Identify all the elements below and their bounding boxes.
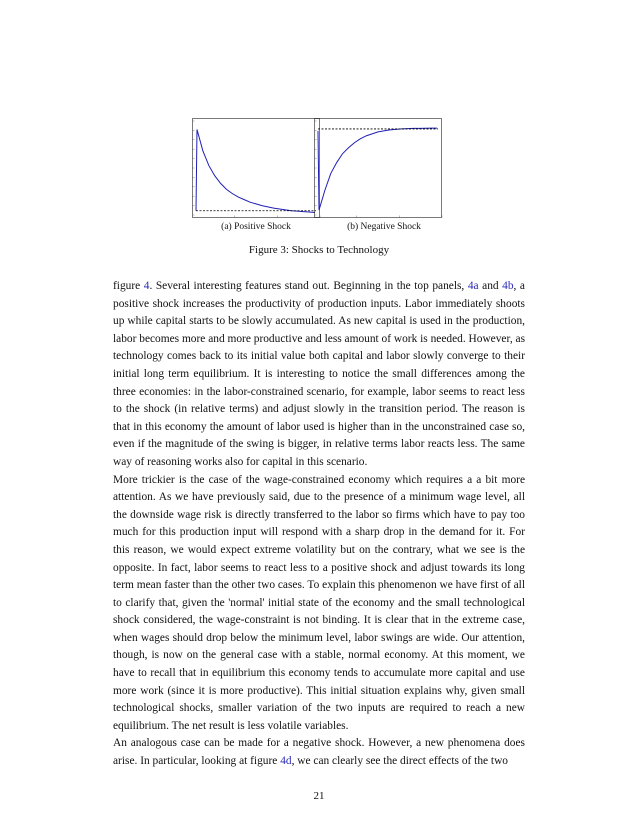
text-span: figure bbox=[113, 280, 144, 292]
plot-frame bbox=[193, 119, 320, 218]
text-span: , a positive shock increases the productivity of production inputs. Labor immediately shoots up while capital starts to be slowly accumulated. As new capital is used in the production, labor becomes more and more productive and less amount of work is needed. However, as technology comes back to its initial value both capital and labor slowly converge to their initial long term equilibrium. It is interesting to notice the small differences among the three economies: in the labor-constrained scenario, for example, labor seems to react less to the shock (in relative terms) and adjust slowly in the transition period. The reason is that in this economy the amount of labor used is higher than in the unconstrained case so, even if the magnitude of the swing is bigger, in relative terms labor reacts less. The same way of reasoning works also for capital in this scenario. bbox=[113, 280, 526, 468]
text-span: . Several interesting features stand out. Beginning in the top panels, bbox=[149, 280, 468, 292]
chart-positive-shock bbox=[192, 118, 320, 218]
series-line bbox=[318, 128, 437, 210]
figure-ref-4b[interactable]: 4b bbox=[502, 280, 514, 292]
text-span: An analogous case can be made for a negative shock. However, a new phenomena does arise. In particular, looking at figure bbox=[113, 737, 525, 768]
figure-ref-4a[interactable]: 4a bbox=[467, 280, 479, 292]
text-span: and bbox=[478, 280, 503, 292]
chart-svg-negative bbox=[314, 118, 442, 218]
figure-ref-4[interactable]: 4 bbox=[143, 280, 150, 292]
page-number: 21 bbox=[313, 790, 325, 802]
chart-negative-shock bbox=[314, 118, 442, 218]
subcaption-a: (a) Positive Shock bbox=[221, 222, 291, 232]
text-span: , we can clearly see the direct effects of the two bbox=[291, 755, 509, 768]
paragraph-2: More trickier is the case of the wage-constrained economy which requires a a bit more attention. As we have previously said, due to the presence of a minimum wage level, all the downside wage risk is directly transferred to the labor so firms which have to pay too much for this production input will respond with a sharp drop in the demand for it. For this reason, we would expect extreme volatility but on the contrary, what we see is the opposite. In fact, labor seems to react less to a positive shock and adjust towards its long term mean faster than the other two cases. To explain this phenomenon we have first of all to clarify that, given the 'normal' initial state of the economy and the small technological shock considered, the wage-constraint is not binding. It is clear that in the extreme case, when wages should drop below the minimum level, labor swings are wide. Our attention, though, is now on the general case with a stable, normal economy. At this moment, we have to recall that in equilibrium this economy tends to accumulate more capital and use more work (since it is more productive). This initial situation explains why, given small technological shocks, smaller variation of the two inputs are required to reach a new equilibrium. The net result is less volatile variables. bbox=[113, 473, 525, 732]
subcaption-b: (b) Negative Shock bbox=[347, 222, 421, 232]
chart-svg-positive bbox=[192, 118, 320, 218]
figure-caption: Figure 3: Shocks to Technology bbox=[248, 244, 390, 256]
body-text bbox=[113, 278, 525, 771]
paragraph-1 bbox=[113, 278, 525, 472]
paragraph-3 bbox=[113, 735, 525, 770]
series-line bbox=[196, 130, 315, 213]
figure-ref-4d[interactable]: 4d bbox=[280, 755, 292, 768]
figure-3 bbox=[0, 0, 638, 262]
